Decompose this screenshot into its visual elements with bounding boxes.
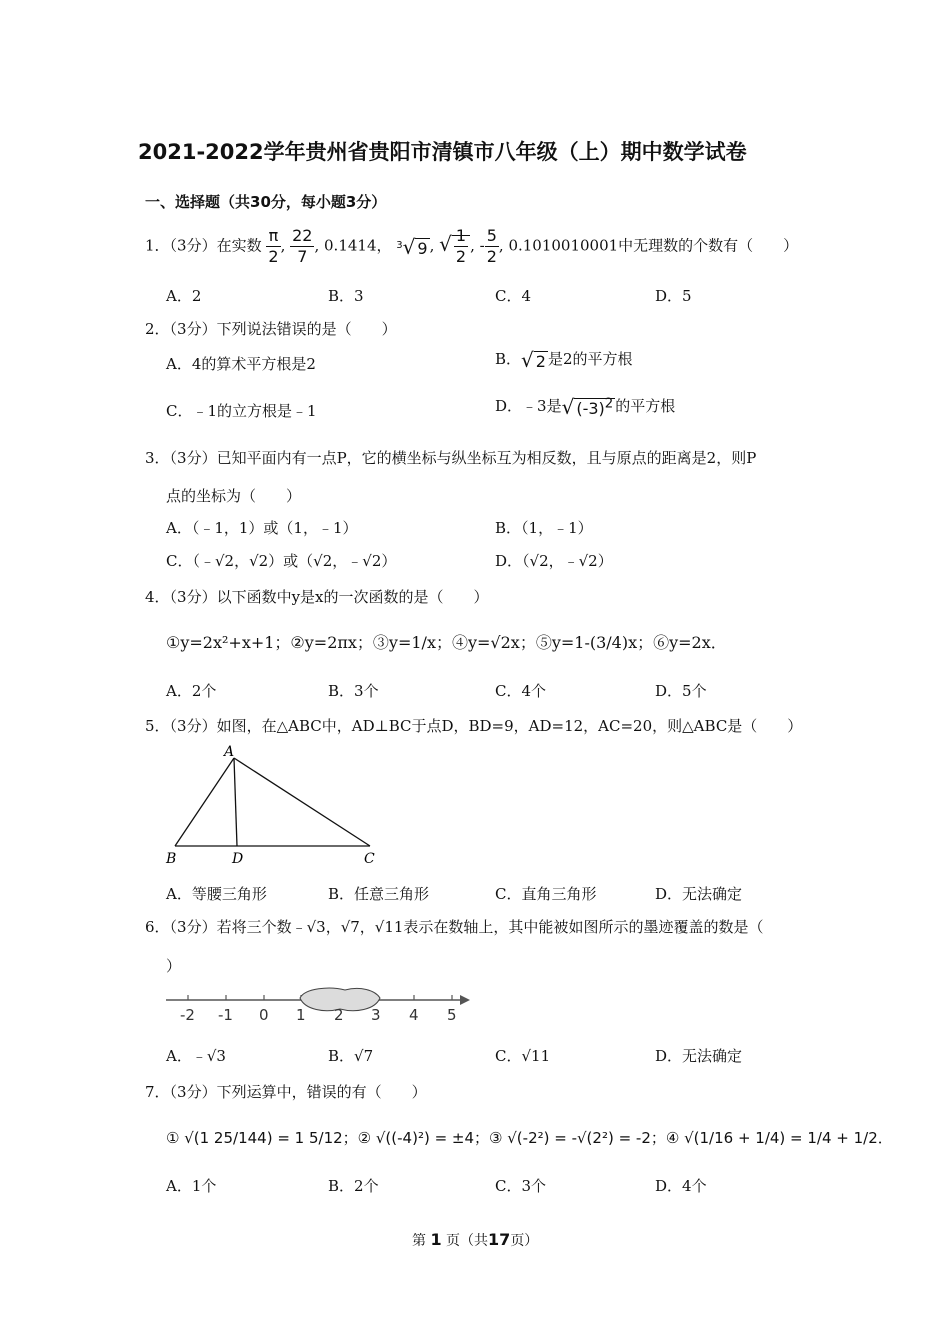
side-ac (234, 758, 370, 846)
label-d: D (232, 851, 244, 867)
triangle-figure (160, 740, 390, 870)
q5-option-b: B．任意三角形 (328, 885, 430, 903)
q1-number: 1． (145, 236, 170, 255)
tick-label: -1 (218, 1006, 233, 1024)
q4-option-c: C．4个 (495, 682, 547, 700)
q6-option-a: A．﹣√3 (166, 1047, 226, 1065)
question-1-stem: 1．（3分）在实数 $\frac{\pi}{2}$ , $\frac{22}{7}$ , 0.1414， $^3$√ 9 , √ $\frac{1}{2}$ , - $\frac{5}{2}$ , 0.1010010001中无理数的个数有（ ） (145, 226, 799, 266)
q3-option-a: A．（﹣1，1）或（1，﹣1） (166, 519, 358, 537)
q2-option-b-prefix: B． (495, 350, 522, 368)
q6-option-c: C．√11 (495, 1047, 551, 1065)
page-footer (412, 1230, 538, 1250)
q2-option-c: C．﹣1的立方根是﹣1 (166, 402, 317, 420)
arrow-head-icon (460, 995, 470, 1005)
label-a: A (224, 744, 235, 760)
footer-mid: 页（共 (446, 1233, 489, 1249)
q7-option-d: D．4个 (655, 1177, 707, 1195)
q7-expression-list: ① √(1 25/144) = 1 5/12；② √((-4)²) = ±4；③ √(-2²) = -√(2²) = -2；④ √(1/16 + 1/4) = 1/4 + 1/2． (166, 1129, 893, 1147)
question-7-stem: 7．（3分）下列运算中，错误的有（ ） (145, 1083, 427, 1101)
altitude-ad (234, 758, 237, 846)
q4-function-list: ①y=2x²+x+1；②y=2πx；③y=1/x；④y=√2x；⑤y=1-(3/4)x；⑥y=2x． (166, 633, 727, 652)
q2-option-a: A．4的算术平方根是2 (166, 355, 316, 373)
sqrt-one-half: √ $\frac{1}{2}$ (439, 226, 470, 267)
q6-option-d: D．无法确定 (655, 1047, 743, 1065)
q2-option-d (495, 395, 675, 419)
q1-tail: 0.1010010001中无理数的个数有（ ） (508, 236, 799, 255)
q2-option-b-text: 是2的平方根 (547, 350, 633, 368)
q6-option-b: B．√7 (328, 1047, 374, 1065)
question-3-stem-cont: 点的坐标为（ ） (166, 487, 302, 505)
q2-option-b (495, 348, 633, 372)
side-ab (175, 758, 234, 846)
cube-root-9: $^3$√ 9 (396, 234, 428, 259)
tick-label: 3 (371, 1006, 381, 1024)
q1-decimal: 0.1414， (324, 236, 392, 255)
sqrt-2: √ 2 (521, 348, 546, 372)
section-heading: 一、选择题（共30分，每小题3分） (145, 193, 387, 211)
fraction-neg-5-over-2: $\frac{5}{2}$ (486, 226, 497, 266)
q1-lead: （3分）在实数 (169, 236, 262, 255)
q2-option-d-prefix: D．﹣3是 (495, 397, 562, 415)
fraction-pi-over-2: $\frac{\pi}{2}$ (268, 226, 279, 266)
tick-label: 2 (334, 1006, 344, 1024)
q4-option-b: B．3个 (328, 682, 379, 700)
tick-label: 4 (409, 1006, 419, 1024)
q7-option-a: A．1个 (166, 1177, 217, 1195)
tick-label: -2 (180, 1006, 195, 1024)
q7-option-c: C．3个 (495, 1177, 547, 1195)
tick-label: 1 (296, 1006, 306, 1024)
q5-option-c: C．直角三角形 (495, 885, 597, 903)
label-c: C (364, 851, 375, 867)
q1-option-c: C．4 (495, 287, 532, 305)
number-line (160, 980, 480, 1025)
q1-option-a: A．2 (166, 287, 202, 305)
q2-option-d-text: 的平方根 (615, 397, 676, 415)
footer-page-number: 1 (430, 1230, 442, 1249)
question-2-stem: 2．（3分）下列说法错误的是（ ） (145, 320, 397, 338)
label-b: B (166, 851, 177, 867)
footer-pre: 第 (412, 1233, 426, 1249)
q4-option-d: D．5个 (655, 682, 707, 700)
q7-option-b: B．2个 (328, 1177, 379, 1195)
q3-option-c: C．（﹣√2，√2）或（√2，﹣√2） (166, 552, 397, 570)
tick-label: 0 (259, 1006, 269, 1024)
question-6-stem: 6．（3分）若将三个数﹣√3，√7，√11表示在数轴上，其中能被如图所示的墨迹覆盖的数是（ (145, 918, 764, 936)
q1-option-b: B．3 (328, 287, 364, 305)
question-4-stem: 4．（3分）以下函数中y是x的一次函数的是（ ） (145, 588, 489, 606)
footer-post: 页） (510, 1233, 539, 1249)
q3-option-b: B．（1，﹣1） (495, 519, 593, 537)
question-3-stem: 3．（3分）已知平面内有一点P，它的横坐标与纵坐标互为相反数，且与原点的距离是2，则P (145, 449, 757, 467)
tick-label: 5 (447, 1006, 457, 1024)
page-title: 2021-2022学年贵州省贵阳市清镇市八年级（上）期中数学试卷 (138, 140, 747, 164)
q5-option-a: A．等腰三角形 (166, 885, 267, 903)
q5-option-d: D．无法确定 (655, 885, 743, 903)
footer-total-pages: 17 (488, 1230, 511, 1249)
q3-option-d: D．（√2，﹣√2） (495, 552, 613, 570)
question-5-stem: 5．（3分）如图，在△ABC中，AD⊥BC于点D，BD=9，AD=12，AC=20，则△ABC是（ ） (145, 717, 803, 735)
q1-option-d: D．5 (655, 287, 692, 305)
sqrt-neg3-squared: √ $(-3)^2$ (561, 395, 614, 419)
fraction-22-over-7: $\frac{22}{7}$ (292, 226, 313, 266)
question-6-stem-cont: ） (166, 957, 182, 975)
q4-option-a: A．2个 (166, 682, 217, 700)
